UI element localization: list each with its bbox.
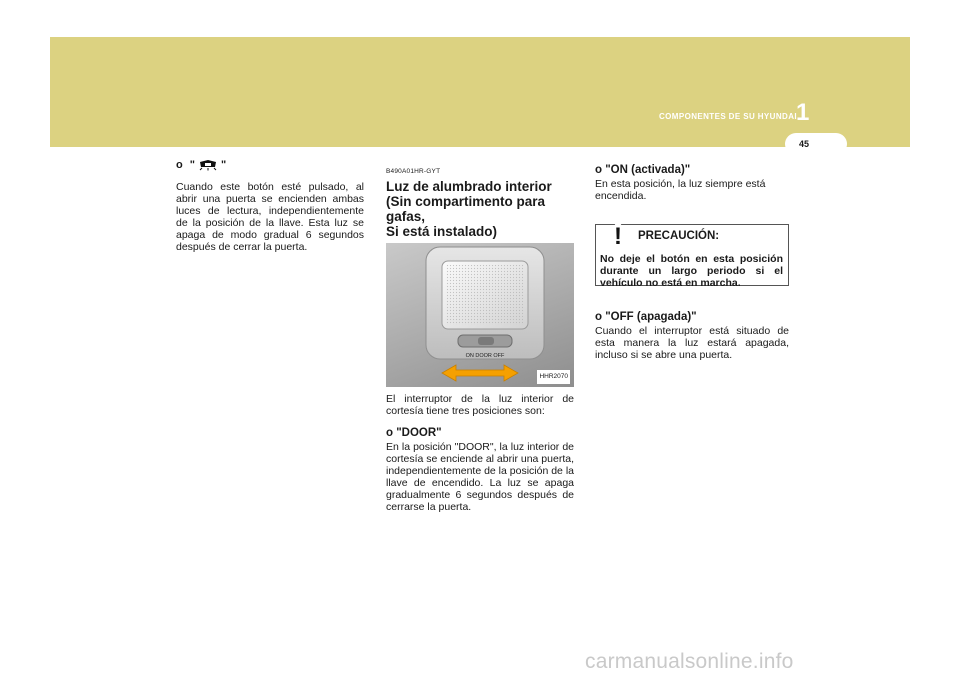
- off-text: Cuando el interruptor está situado de esta manera la luz estará apagada, incluso si se abre una puerta.: [595, 325, 789, 361]
- column-right: [595, 164, 789, 361]
- header-band: [50, 37, 910, 147]
- door-text: En la posición "DOOR", la luz interior de cortesía se enciende al abrir una puerta, independientemente de la posición de la llave de encendido. La luz se apaga gradualmente 6 segundos después de cerrarse la puerta.: [386, 441, 574, 513]
- bullet-marker: o: [176, 159, 183, 171]
- on-heading: o "ON (activada)": [595, 164, 691, 176]
- heading-line-1: Luz de alumbrado interior: [386, 179, 552, 194]
- section-heading: [386, 179, 574, 239]
- interior-lamp-illustration: [386, 243, 574, 387]
- switch-direction-arrow: [442, 365, 518, 381]
- column-middle: [386, 166, 574, 513]
- interior-lamp-photo: [386, 243, 574, 387]
- door-mode-text: Cuando este botón esté pulsado, al abrir una puerta se encienden ambas luces de lectura, independientemente de la posición de la llave. Esta luz se apaga de modo gradual 6 segundos después de cerrar la puerta.: [176, 181, 364, 253]
- door-mode-heading: [176, 159, 364, 171]
- heading-line-3: Si está instalado): [386, 224, 498, 239]
- caution-title: PRECAUCIÓN:: [638, 230, 720, 242]
- on-text: En esta posición, la luz siempre está encendida.: [595, 178, 766, 202]
- intro-text: El interruptor de la luz interior de cortesía tiene tres posiciones son:: [386, 393, 574, 417]
- watermark: carmanualsonline.info: [585, 650, 794, 673]
- off-heading: o "OFF (apagada)": [595, 311, 697, 323]
- door-heading: o "DOOR": [386, 427, 442, 439]
- page-number: 45: [798, 139, 809, 149]
- switch-labels: ON DOOR OFF: [465, 353, 505, 359]
- section-title: COMPONENTES DE SU HYUNDAI: [658, 112, 797, 121]
- warning-icon: [602, 219, 634, 252]
- heading-line-2: (Sin compartimento para gafas,: [386, 194, 546, 224]
- quote-close: ": [220, 159, 227, 171]
- caution-text: No deje el botón en esta posición durante un largo periodo si el vehículo no está en marcha.: [600, 253, 783, 289]
- section-code: B490A01HR-GYT: [386, 168, 441, 175]
- figure-id: HHR2070: [537, 370, 570, 384]
- section-number: 1: [796, 99, 810, 126]
- caution-box: [595, 223, 789, 289]
- column-left: [176, 159, 364, 253]
- svg-text:!: !: [614, 223, 622, 249]
- door-courtesy-lamp-icon: [198, 159, 218, 171]
- quote-open: ": [189, 159, 195, 171]
